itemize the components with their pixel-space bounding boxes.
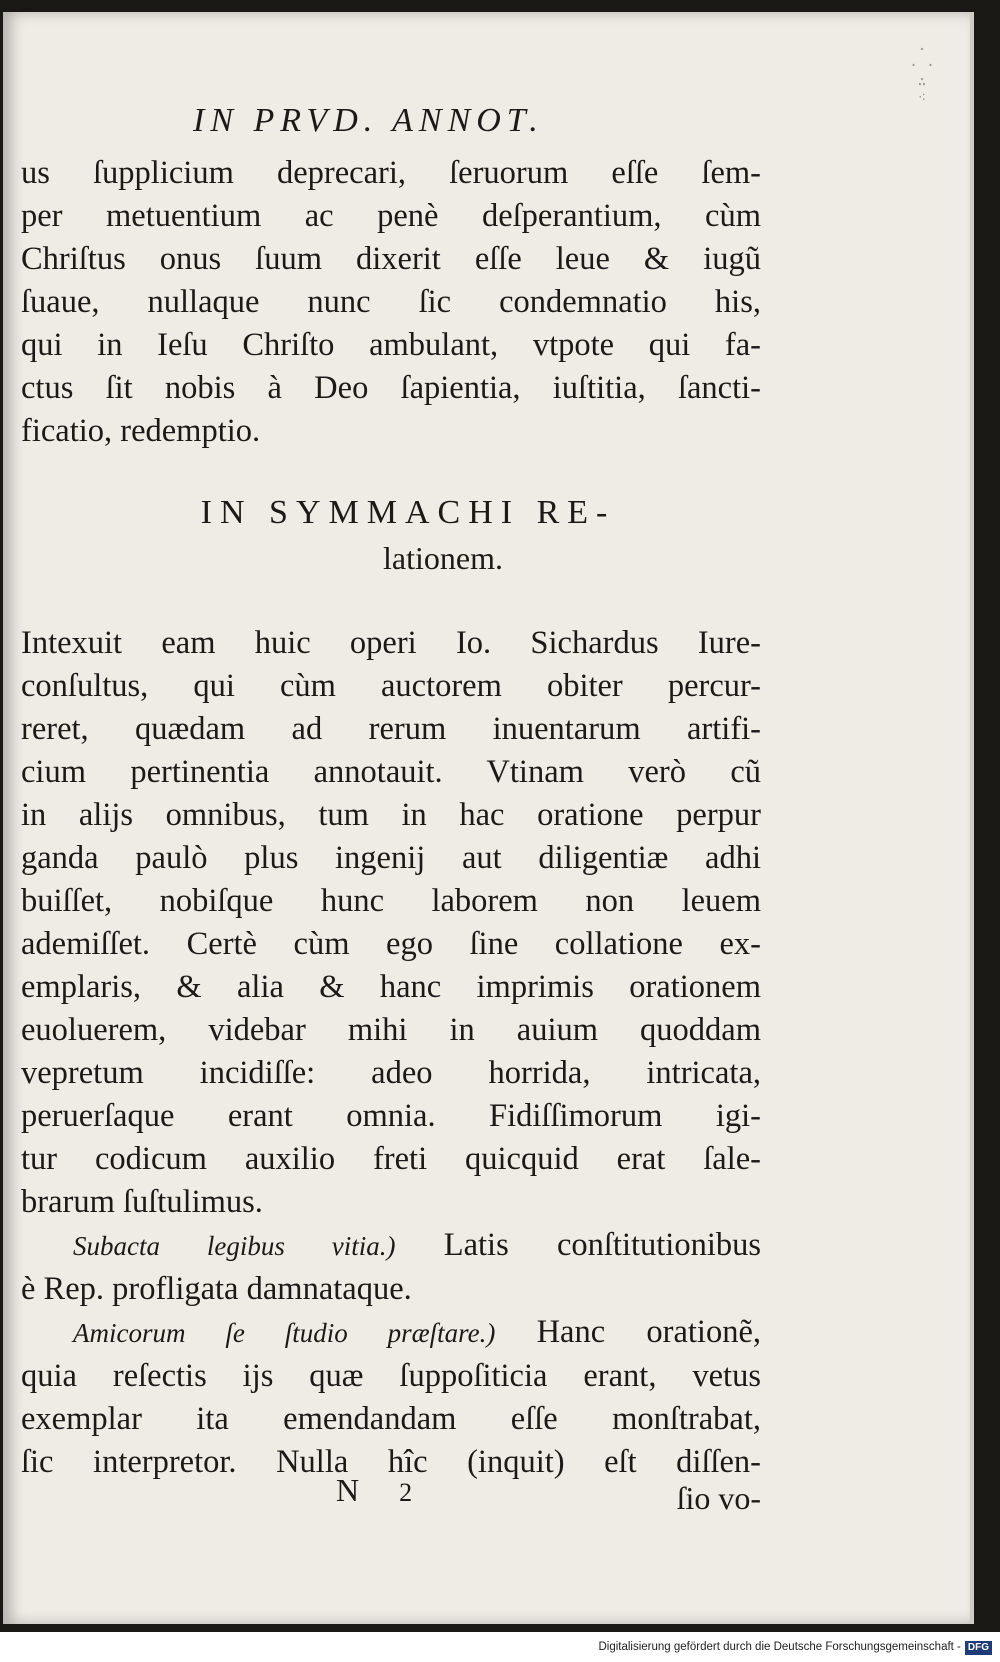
dfg-logo-icon: DFG [965, 1641, 992, 1655]
annotation-lemma: Subacta legibus vitia.) [73, 1231, 396, 1261]
text-line: ſic interpretor. Nulla hîc (inquit) eſt diſſen- [21, 1444, 761, 1480]
text-line: è Rep. profligata damnataque. [21, 1271, 412, 1307]
section-heading [83, 490, 733, 580]
text-line: cium pertinentia annotauit. Vtinam verò cũ [21, 754, 761, 790]
annotation-line [21, 1224, 761, 1268]
text-line: vepretum incidiſſe: adeo horrida, intricata, [21, 1055, 761, 1091]
text-line: exemplar ita emendandam eſſe monſtrabat, [21, 1401, 761, 1437]
text-line: euoluerem, videbar mihi in auium quoddam [21, 1012, 761, 1048]
text-line: ganda paulò plus ingenij aut diligentiæ adhi [21, 840, 761, 876]
text-line: Chriſtus onus ſuum dixerit eſſe leue & iugũ [21, 241, 761, 277]
annotation-lemma: Amicorum ſe ſtudio præſtare.) [73, 1318, 496, 1348]
text-line: brarum ſuſtulimus. [21, 1184, 263, 1220]
text-line: in alijs omnibus, tum in hac oratione perpur [21, 797, 761, 833]
text-line: reret, quædam ad rerum inuentarum artifi- [21, 711, 761, 747]
text-line: peruerſaque erant omnia. Fidiſſimorum igi- [21, 1098, 761, 1134]
text-line: conſultus, qui cùm auctorem obiter percur- [21, 668, 761, 704]
text-line: ademiſſet. Certè cùm ego ſine collatione ex- [21, 926, 761, 962]
signature-letter: N [336, 1472, 360, 1508]
text-line: quia reſectis ijs quæ ſuppoſiticia erant, vetus [21, 1358, 761, 1394]
text-line: emplaris, & alia & hanc imprimis orationem [21, 969, 761, 1005]
text-line: ficatio, redemptio. [21, 413, 261, 449]
paragraph-intro [21, 622, 761, 1484]
signature-mark [336, 1472, 412, 1509]
text-line: tur codicum auxilio freti quicquid erat ſale- [21, 1141, 761, 1177]
signature-number: 2 [399, 1478, 413, 1507]
heading-line: IN SYMMACHI RE- [200, 494, 616, 531]
page-footer [21, 1472, 761, 1522]
text-line: qui in Ieſu Chriſto ambulant, vtpote qui fa- [21, 327, 761, 363]
catchword: ſio vo- [676, 1480, 761, 1516]
annotation-text: Hanc orationẽ, [536, 1314, 761, 1350]
annotation-text: Latis conſtitutionibus [443, 1227, 762, 1263]
digitization-credit [0, 1632, 1000, 1662]
margin-stain: · · · ∴ ⁖ [909, 42, 935, 106]
annotation-line [21, 1311, 761, 1355]
text-line: buiſſet, nobiſque hunc laborem non leuem [21, 883, 761, 919]
book-page [3, 12, 974, 1624]
text-line: Intexuit eam huic operi Io. Sichardus Iure- [21, 625, 761, 661]
heading-line: lationem. [383, 540, 503, 576]
text-line: ſuaue, nullaque nunc ſic condemnatio his, [21, 284, 761, 320]
text-line: us ſupplicium deprecari, ſeruorum eſſe ſem- [21, 155, 761, 191]
text-line: per metuentium ac penè deſperantium, cùm [21, 198, 761, 234]
credit-text: Digitalisierung gefördert durch die Deutsche Forschungsgemeinschaft - [598, 1641, 961, 1653]
running-header: IN PRVD. ANNOT. [193, 102, 544, 139]
text-line: ctus ſit nobis à Deo ſapientia, iuſtitia, ſancti- [21, 370, 761, 406]
paragraph-continuation [21, 152, 761, 453]
